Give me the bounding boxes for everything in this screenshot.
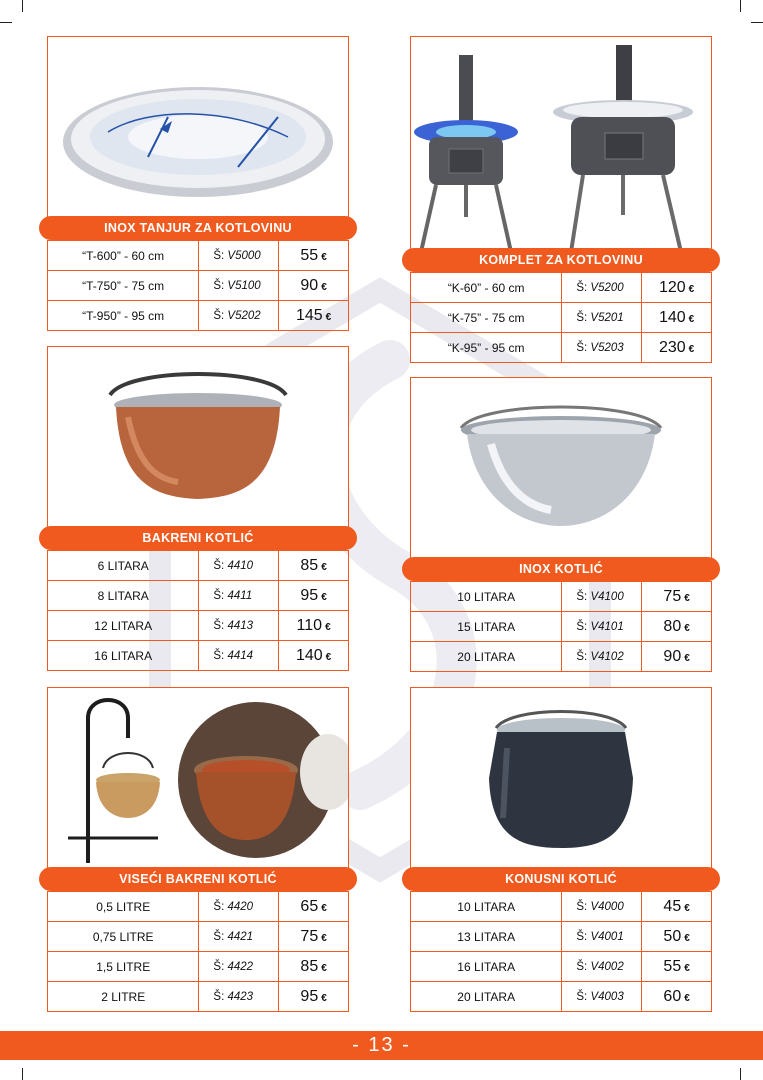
price-cell — [279, 271, 349, 301]
price-table — [410, 272, 712, 363]
product-code: 4410 — [227, 559, 254, 572]
product-code-cell — [562, 642, 642, 672]
price-cell — [279, 922, 349, 952]
price-row — [411, 582, 712, 612]
currency-symbol: € — [684, 652, 690, 664]
price-value: 230 — [658, 338, 686, 356]
product-code-cell — [562, 952, 642, 982]
currency-symbol: € — [684, 592, 690, 604]
price-cell — [279, 611, 349, 641]
product-photo — [410, 687, 712, 879]
code-prefix: Š: — [213, 990, 225, 1003]
product-code-cell — [199, 952, 279, 982]
price-value: 85 — [300, 556, 319, 574]
product-code-cell — [199, 551, 279, 581]
code-prefix: Š: — [213, 900, 225, 913]
tray-illustration — [48, 37, 348, 227]
code-prefix: Š: — [576, 311, 588, 324]
product-code: V5201 — [590, 311, 624, 324]
price-cell — [642, 642, 712, 672]
code-prefix: Š: — [576, 650, 588, 663]
price-row — [48, 641, 349, 671]
price-value: 80 — [663, 617, 682, 635]
copper-pot-illustration — [48, 347, 348, 537]
product-size: 20 LITARA — [411, 982, 562, 1012]
currency-symbol: € — [321, 962, 327, 974]
product-code: 4411 — [227, 589, 253, 602]
product-photo — [47, 687, 349, 879]
product-code: 4421 — [227, 930, 254, 943]
product-code: 4413 — [227, 619, 254, 632]
product-code: V4000 — [590, 900, 624, 913]
price-value: 55 — [663, 957, 682, 975]
product-code: V4101 — [590, 620, 624, 633]
price-value: 75 — [663, 587, 682, 605]
code-prefix: Š: — [213, 649, 225, 662]
price-value: 140 — [658, 308, 686, 326]
price-row — [48, 301, 349, 331]
product-code-cell — [562, 273, 642, 303]
price-table — [410, 891, 712, 1012]
price-row — [411, 333, 712, 363]
product-code-cell — [199, 922, 279, 952]
currency-symbol: € — [684, 622, 690, 634]
product-code: V4100 — [590, 590, 624, 603]
product-size: 12 LITARA — [48, 611, 199, 641]
product-photo — [410, 36, 712, 258]
product-size: 6 LITARA — [48, 551, 199, 581]
price-value: 140 — [295, 646, 323, 664]
product-size: 15 LITARA — [411, 612, 562, 642]
currency-symbol: € — [684, 992, 690, 1004]
product-code: V4002 — [590, 960, 624, 973]
product-size: “K-75” - 75 cm — [411, 303, 562, 333]
currency-symbol: € — [321, 591, 327, 603]
product-size: “K-60” - 60 cm — [411, 273, 562, 303]
product-code-cell — [199, 982, 279, 1012]
product-code-cell — [199, 271, 279, 301]
price-row — [48, 581, 349, 611]
currency-symbol: € — [325, 311, 332, 323]
product-size: 0,5 LITRE — [48, 892, 199, 922]
product-code: V5000 — [227, 249, 261, 262]
price-value: 85 — [300, 957, 319, 975]
product-size: 8 LITARA — [48, 581, 199, 611]
code-prefix: Š: — [576, 990, 588, 1003]
product-size: “T-600” - 60 cm — [48, 241, 199, 271]
code-prefix: Š: — [213, 559, 225, 572]
page-footer — [0, 1031, 763, 1060]
price-cell — [279, 241, 349, 271]
price-table — [410, 581, 712, 672]
currency-symbol: € — [321, 932, 327, 944]
price-row — [411, 642, 712, 672]
product-code: V5100 — [227, 279, 261, 292]
product-code: V4001 — [590, 930, 624, 943]
section-title: KOMPLET ZA KOTLOVINU — [402, 248, 720, 272]
product-code-cell — [199, 892, 279, 922]
price-value: 120 — [658, 278, 686, 296]
currency-symbol: € — [325, 621, 331, 633]
price-row — [48, 982, 349, 1012]
product-photo — [47, 346, 349, 538]
product-code-cell — [199, 581, 279, 611]
product-size: 13 LITARA — [411, 922, 562, 952]
code-prefix: Š: — [576, 620, 588, 633]
currency-symbol: € — [684, 962, 690, 974]
price-row — [48, 922, 349, 952]
price-cell — [279, 952, 349, 982]
price-value: 95 — [300, 586, 319, 604]
price-value: 90 — [300, 276, 319, 294]
product-size: 2 LITRE — [48, 982, 199, 1012]
price-row — [48, 892, 349, 922]
product-photo — [410, 377, 712, 569]
price-row — [411, 952, 712, 982]
product-code-cell — [199, 301, 279, 331]
product-code: 4414 — [227, 649, 254, 662]
price-cell — [642, 922, 712, 952]
price-cell — [642, 952, 712, 982]
section-title: INOX KOTLIĆ — [402, 557, 720, 581]
product-code-cell — [562, 892, 642, 922]
price-cell — [642, 333, 712, 363]
code-prefix: Š: — [576, 900, 588, 913]
product-code-cell — [199, 641, 279, 671]
product-code-cell — [562, 982, 642, 1012]
product-code-cell — [562, 333, 642, 363]
code-prefix: Š: — [576, 281, 588, 294]
crop-mark — [0, 22, 12, 23]
product-size: 16 LITARA — [48, 641, 199, 671]
hanging-pot-illustration — [48, 688, 348, 878]
product-code-cell — [562, 582, 642, 612]
crop-mark — [751, 22, 763, 23]
price-value: 60 — [663, 987, 682, 1005]
code-prefix: Š: — [213, 309, 225, 322]
crop-mark — [740, 1068, 741, 1080]
crop-mark — [22, 1068, 23, 1080]
price-value: 50 — [663, 927, 682, 945]
code-prefix: Š: — [213, 619, 225, 632]
price-cell — [279, 892, 349, 922]
section-title: BAKRENI KOTLIĆ — [39, 526, 357, 550]
price-row — [48, 611, 349, 641]
currency-symbol: € — [321, 992, 327, 1004]
price-table — [47, 550, 349, 671]
product-code-cell — [562, 303, 642, 333]
enamel-pot-illustration — [411, 688, 711, 878]
price-cell — [279, 551, 349, 581]
product-photo — [47, 36, 349, 228]
product-size: 16 LITARA — [411, 952, 562, 982]
price-value: 45 — [663, 897, 682, 915]
price-value: 90 — [663, 647, 682, 665]
price-row — [411, 612, 712, 642]
code-prefix: Š: — [576, 590, 588, 603]
page-number: - 13 - — [352, 1034, 411, 1056]
product-size: “T-750” - 75 cm — [48, 271, 199, 301]
product-code: 4423 — [227, 990, 254, 1003]
code-prefix: Š: — [576, 341, 588, 354]
price-table — [47, 240, 349, 331]
product-code-cell — [199, 241, 279, 271]
currency-symbol: € — [684, 932, 690, 944]
product-code: 4420 — [227, 900, 254, 913]
price-row — [411, 922, 712, 952]
crop-mark — [22, 0, 23, 12]
section-title: VISEĆI BAKRENI KOTLIĆ — [39, 867, 357, 891]
product-size: 10 LITARA — [411, 892, 562, 922]
price-value: 145 — [295, 306, 323, 324]
price-row — [48, 952, 349, 982]
currency-symbol: € — [688, 313, 695, 325]
price-row — [411, 982, 712, 1012]
product-code: V5202 — [227, 309, 261, 322]
price-table — [47, 891, 349, 1012]
section-title: INOX TANJUR ZA KOTLOVINU — [39, 216, 357, 240]
price-row — [411, 273, 712, 303]
section-title: KONUSNI KOTLIĆ — [402, 867, 720, 891]
product-code: V5200 — [590, 281, 624, 294]
price-cell — [279, 301, 349, 331]
price-value: 95 — [300, 987, 319, 1005]
price-row — [411, 303, 712, 333]
product-code: V4102 — [590, 650, 624, 663]
cooker-illustration — [411, 37, 711, 257]
product-size: 0,75 LITRE — [48, 922, 199, 952]
price-cell — [642, 612, 712, 642]
currency-symbol: € — [684, 902, 690, 914]
price-row — [411, 892, 712, 922]
product-code-cell — [562, 922, 642, 952]
code-prefix: Š: — [576, 960, 588, 973]
code-prefix: Š: — [213, 960, 225, 973]
code-prefix: Š: — [213, 589, 225, 602]
product-code-cell — [199, 611, 279, 641]
product-code: V5203 — [590, 341, 624, 354]
currency-symbol: € — [688, 343, 695, 355]
steel-pot-illustration — [411, 378, 711, 568]
currency-symbol: € — [321, 281, 327, 293]
price-value: 75 — [300, 927, 319, 945]
product-size: “K-95” - 95 cm — [411, 333, 562, 363]
product-size: 10 LITARA — [411, 582, 562, 612]
price-cell — [642, 892, 712, 922]
code-prefix: Š: — [213, 279, 225, 292]
currency-symbol: € — [321, 561, 327, 573]
price-row — [48, 241, 349, 271]
price-cell — [279, 641, 349, 671]
product-code: 4422 — [227, 960, 254, 973]
price-row — [48, 271, 349, 301]
currency-symbol: € — [688, 283, 695, 295]
price-cell — [279, 581, 349, 611]
price-row — [48, 551, 349, 581]
currency-symbol: € — [321, 251, 327, 263]
price-cell — [642, 273, 712, 303]
price-cell — [642, 582, 712, 612]
price-cell — [642, 303, 712, 333]
price-cell — [642, 982, 712, 1012]
product-size: 1,5 LITRE — [48, 952, 199, 982]
currency-symbol: € — [321, 902, 327, 914]
product-code: V4003 — [590, 990, 624, 1003]
price-value: 110 — [296, 616, 323, 634]
code-prefix: Š: — [213, 930, 225, 943]
product-size: 20 LITARA — [411, 642, 562, 672]
price-cell — [279, 982, 349, 1012]
price-value: 65 — [300, 897, 319, 915]
crop-mark — [740, 0, 741, 12]
currency-symbol: € — [325, 651, 332, 663]
price-value: 55 — [300, 246, 319, 264]
product-size: “T-950” - 95 cm — [48, 301, 199, 331]
code-prefix: Š: — [576, 930, 588, 943]
code-prefix: Š: — [213, 249, 225, 262]
product-code-cell — [562, 612, 642, 642]
